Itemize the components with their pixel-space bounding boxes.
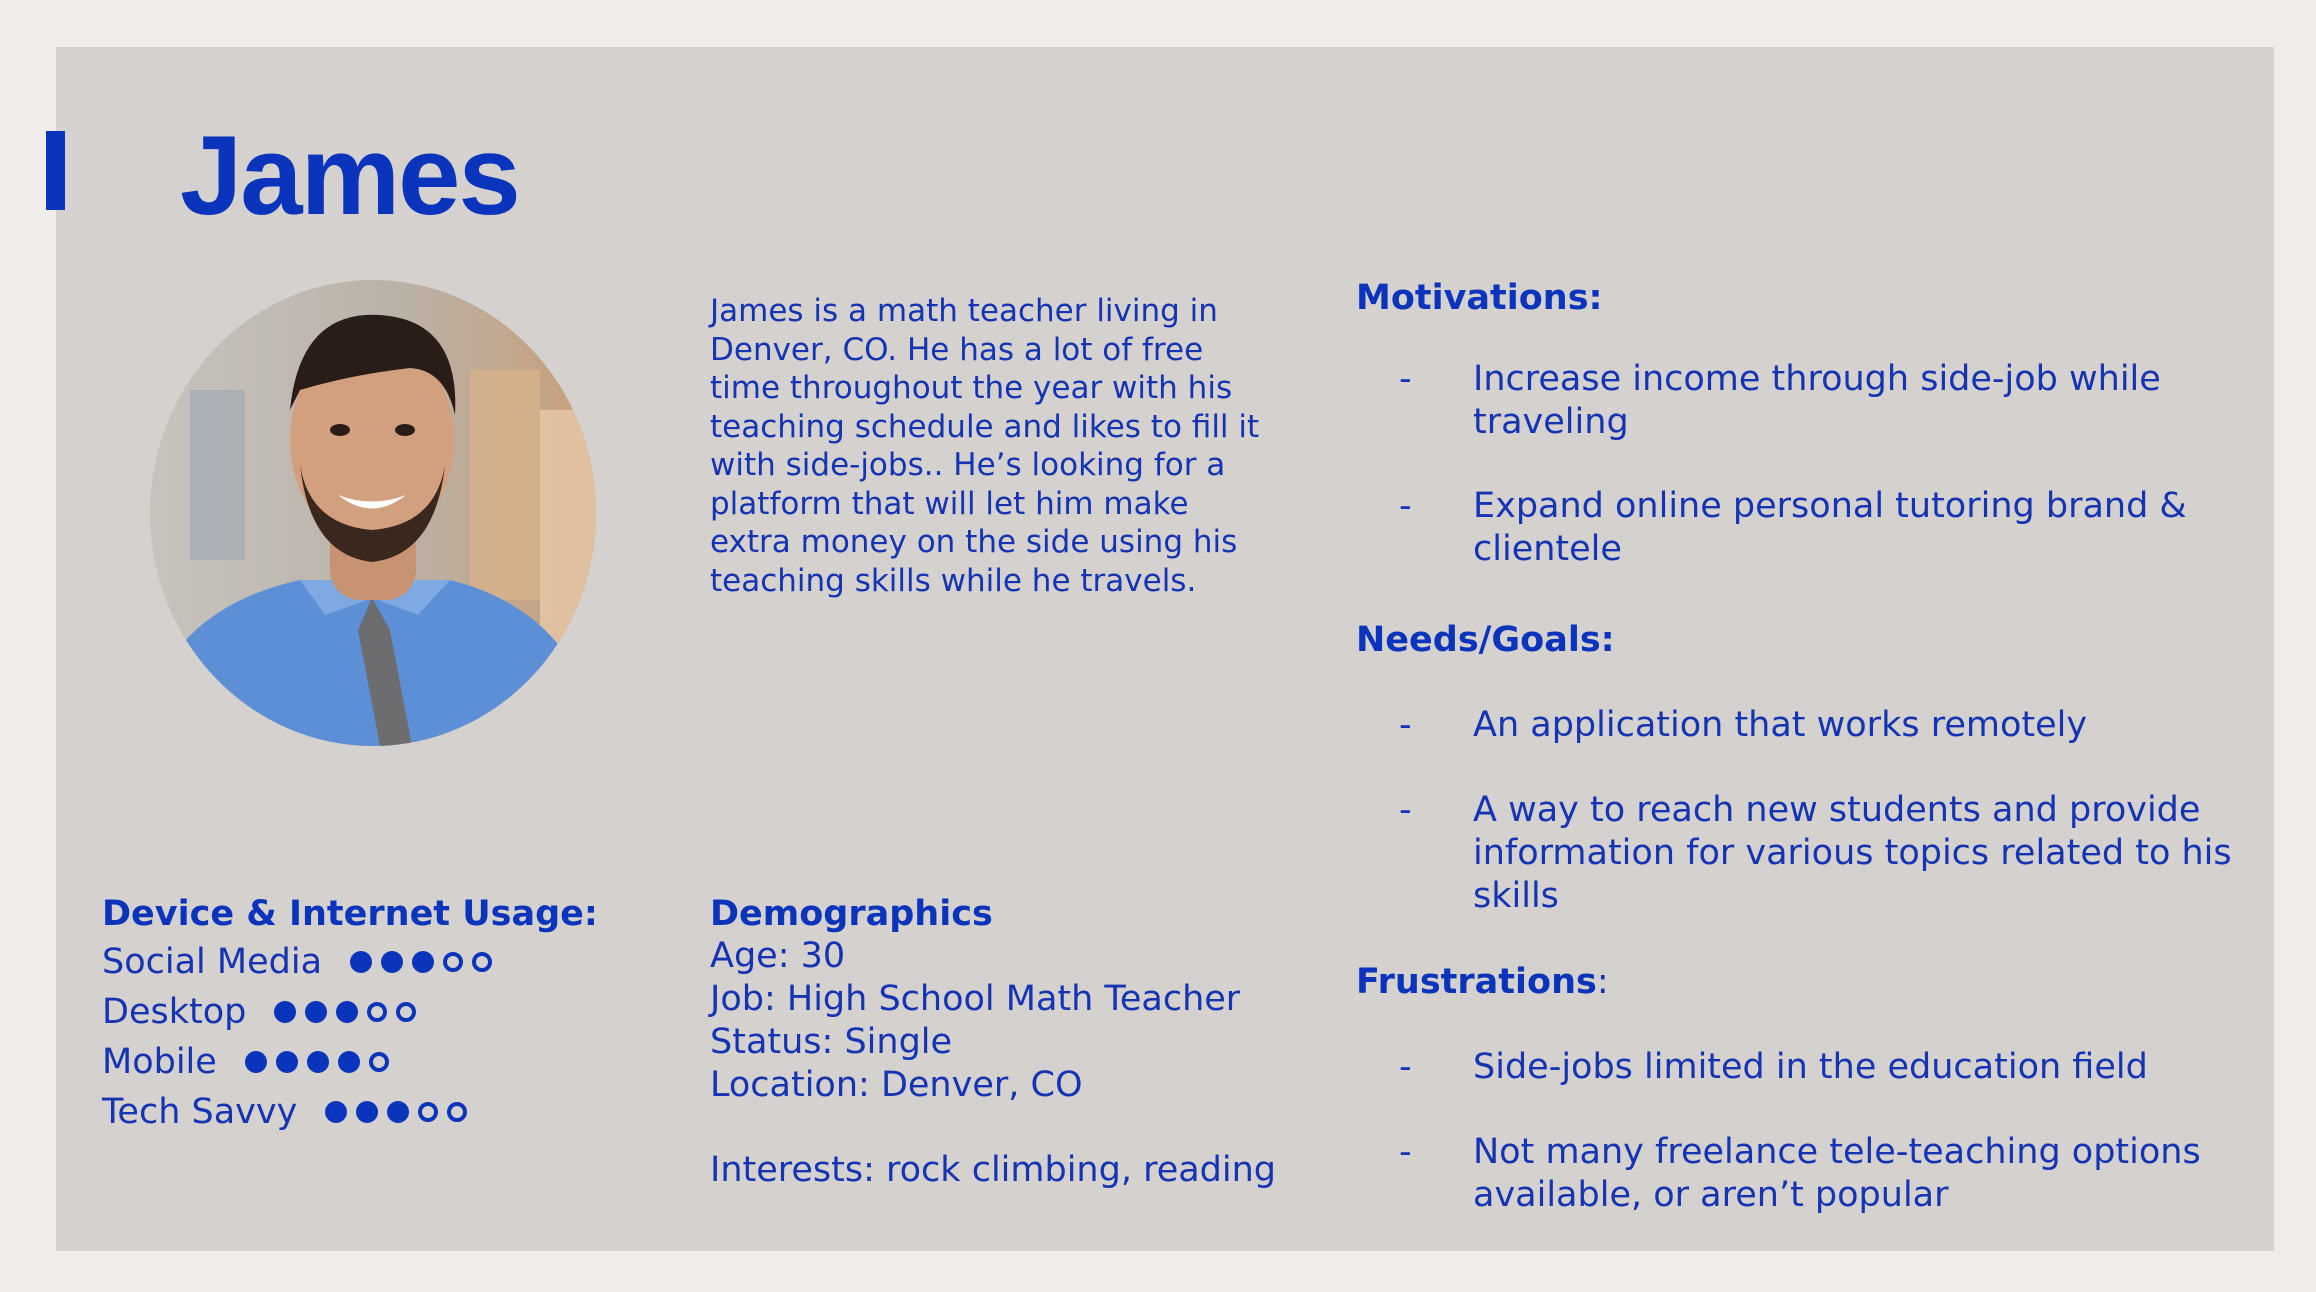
- persona-bio: James is a math teacher living in Denver, CO. He has a lot of free time throughout the year with his teaching schedule and likes to fill it with side-jobs.. He’s looking for a platform that will let him make extra money on the side using his teaching skills while he travels.: [710, 293, 1260, 599]
- frustrations-title-colon: :: [1596, 962, 1609, 1002]
- filled-dot-icon: [338, 1051, 360, 1073]
- motivations-list: [1356, 358, 2256, 571]
- bullet-dash: -: [1399, 486, 1412, 526]
- bullet-dash: -: [1399, 1132, 1412, 1172]
- empty-dot-icon: [447, 1102, 467, 1122]
- empty-dot-icon: [418, 1102, 438, 1122]
- bullet-dash: -: [1399, 790, 1412, 830]
- list-item-text: Side-jobs limited in the education field: [1473, 1047, 2148, 1087]
- motivations-title: Motivations:: [1356, 278, 1603, 318]
- list-item-text: Expand online personal tutoring brand & clientele: [1473, 486, 2187, 569]
- filled-dot-icon: [350, 951, 372, 973]
- list-item-text: An application that works remotely: [1473, 705, 2088, 745]
- usage-row-desktop: [102, 987, 598, 1037]
- list-item: [1356, 789, 2256, 918]
- list-item: [1356, 704, 2256, 747]
- filled-dot-icon: [245, 1051, 267, 1073]
- demographics-age: Age: 30: [710, 936, 846, 976]
- persona-name: James: [180, 113, 519, 238]
- frustrations-list: [1356, 1046, 2256, 1217]
- empty-dot-icon: [367, 1002, 387, 1022]
- usage-row-mobile: [102, 1037, 598, 1087]
- list-item: [1356, 358, 2256, 444]
- persona-photo-illustration: [150, 280, 596, 746]
- demographics-status: Status: Single: [710, 1022, 953, 1062]
- frustrations-title-text: Frustrations: [1356, 962, 1597, 1002]
- needs-section: [1356, 619, 2256, 918]
- needs-title: Needs/Goals:: [1356, 620, 1615, 660]
- filled-dot-icon: [325, 1101, 347, 1123]
- demographics-location: Location: Denver, CO: [710, 1065, 1083, 1105]
- empty-dot-icon: [396, 1002, 416, 1022]
- list-item-text: Increase income through side-job while traveling: [1473, 359, 2161, 442]
- empty-dot-icon: [443, 952, 463, 972]
- filled-dot-icon: [305, 1001, 327, 1023]
- empty-dot-icon: [472, 952, 492, 972]
- persona-photo: [150, 280, 596, 746]
- rating-dots: [350, 951, 492, 973]
- usage-label: Desktop: [102, 992, 247, 1032]
- filled-dot-icon: [381, 951, 403, 973]
- list-item: [1356, 1046, 2256, 1089]
- empty-dot-icon: [369, 1052, 389, 1072]
- list-item: [1356, 485, 2256, 571]
- usage-label: Tech Savvy: [102, 1092, 298, 1132]
- frustrations-section: [1356, 961, 2256, 1217]
- motivations-section: [1356, 277, 2256, 571]
- list-item-text: Not many freelance tele-teaching options available, or aren’t popular: [1473, 1132, 2201, 1215]
- demographics-title: Demographics: [710, 894, 993, 934]
- filled-dot-icon: [356, 1101, 378, 1123]
- filled-dot-icon: [412, 951, 434, 973]
- usage-label: Mobile: [102, 1042, 217, 1082]
- demographics-section: [710, 893, 1276, 1192]
- filled-dot-icon: [307, 1051, 329, 1073]
- frustrations-title: [1356, 961, 2256, 1003]
- bullet-dash: -: [1399, 359, 1412, 399]
- accent-bar: [46, 131, 65, 210]
- usage-section: [102, 893, 598, 1137]
- rating-dots: [274, 1001, 416, 1023]
- list-item: [1356, 1131, 2256, 1217]
- demographics-interests: Interests: rock climbing, reading: [710, 1150, 1277, 1190]
- usage-row-social-media: [102, 937, 598, 987]
- filled-dot-icon: [276, 1051, 298, 1073]
- rating-dots: [325, 1101, 467, 1123]
- usage-row-tech-savvy: [102, 1087, 598, 1137]
- usage-label: Social Media: [102, 942, 323, 982]
- usage-title: Device & Internet Usage:: [102, 894, 598, 934]
- bullet-dash: -: [1399, 1047, 1412, 1087]
- demographics-job: Job: High School Math Teacher: [710, 979, 1241, 1019]
- list-item-text: A way to reach new students and provide information for various topics related to his skills: [1473, 790, 2232, 916]
- needs-list: [1356, 704, 2256, 918]
- rating-dots: [245, 1051, 389, 1073]
- filled-dot-icon: [336, 1001, 358, 1023]
- filled-dot-icon: [387, 1101, 409, 1123]
- filled-dot-icon: [274, 1001, 296, 1023]
- bullet-dash: -: [1399, 705, 1412, 745]
